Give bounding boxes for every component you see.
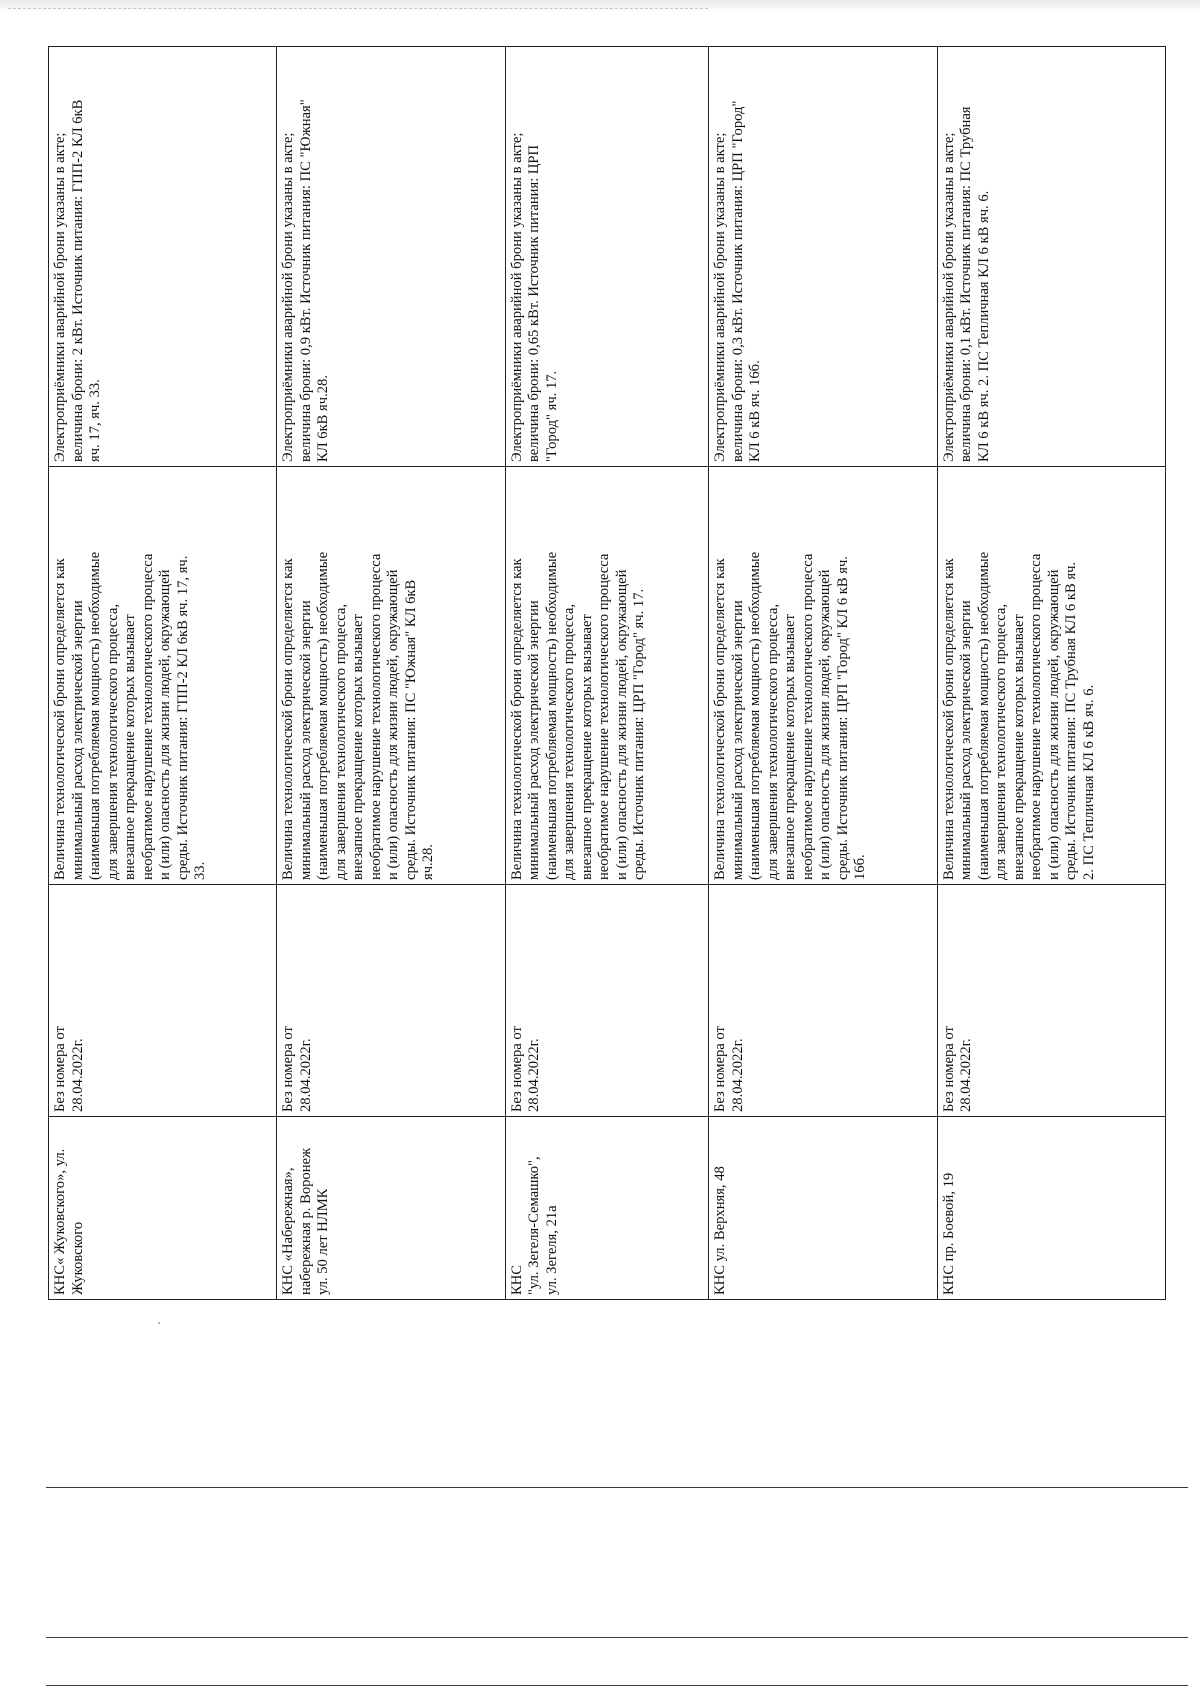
emergency-reserve-cell: Электроприёмники аварийной брони указаны в акте; величина брони: 2 кВт. Источник питания: ГПП-2 КЛ 6кВ яч. 17, яч. 33.: [49, 47, 277, 467]
act-reference-cell: Без номера от 28.04.2022г.: [505, 885, 709, 1117]
rotated-table-container: [48, 47, 1166, 1300]
act-reference-cell: Без номера от 28.04.2022г.: [709, 885, 937, 1117]
emergency-reserve-cell: Электроприёмники аварийной брони указаны в акте; величина брони: 0,9 кВт. Источник питания: ПС "Южная" КЛ 6кВ яч.28.: [277, 47, 505, 467]
table-row: [277, 47, 505, 1300]
station-name-cell: КНС пр. Боевой, 19: [937, 1117, 1165, 1300]
station-name-cell: КНС« Жуковского», ул. Жуковского: [49, 1117, 277, 1300]
table-row: [505, 47, 709, 1300]
scan-top-edge: [0, 0, 1200, 12]
act-reference-cell: Без номера от 28.04.2022г.: [277, 885, 505, 1117]
station-name-cell: КНС "ул. Зегеля-Семашко", ул. Зегеля, 21а: [505, 1117, 709, 1300]
technological-reserve-cell: Величина технологической брони определяется как минимальный расход электрической энергии (наименьшая потребляемая мощность) необходимые для завершения технологического процесса, внезапное прекращение которых вызывает необратимое нарушение технологического процесса и (или) опасность для жизни людей, окружающей среды. Источник питания: ЦРП "Город" яч. 17.: [505, 467, 709, 885]
scan-speck: [158, 1322, 160, 1324]
technological-reserve-cell: Величина технологической брони определяется как минимальный расход электрической энергии (наименьшая потребляемая мощность) необходимые для завершения технологического процесса, внезапное прекращение которых вызывает необратимое нарушение технологического процесса и (или) опасность для жизни людей, окружающей среды. Источник питания: ПС Трубная КЛ 6 кВ яч. 2. ПС Тепличная КЛ 6 кВ яч. 6.: [937, 467, 1165, 885]
station-name-cell: КНС «Набережная», набережная р. Воронеж ул. 50 лет НЛМК: [277, 1117, 505, 1300]
table-row: [709, 47, 937, 1300]
table-row: [937, 47, 1165, 1300]
emergency-reserve-cell: Электроприёмники аварийной брони указаны в акте; величина брони: 0,3 кВт. Источник питания: ЦРП "Город" КЛ 6 кВ яч. 16б.: [709, 47, 937, 467]
act-reference-cell: Без номера от 28.04.2022г.: [937, 885, 1165, 1117]
horizontal-rule: [46, 1637, 1188, 1638]
technological-reserve-cell: Величина технологической брони определяется как минимальный расход электрической энергии (наименьшая потребляемая мощность) необходимые для завершения технологического процесса, внезапное прекращение которых вызывает необратимое нарушение технологического процесса и (или) опасность для жизни людей, окружающей среды. Источник питания: ПС "Южная" КЛ 6кВ яч.28.: [277, 467, 505, 885]
horizontal-rule: [46, 1685, 1188, 1686]
emergency-reserve-cell: Электроприёмники аварийной брони указаны в акте; величина брони: 0,1 кВт. Источник питания: ПС Трубная КЛ 6 кВ яч. 2. ПС Тепличная КЛ 6 кВ яч. 6.: [937, 47, 1165, 467]
horizontal-rule: [46, 1487, 1188, 1488]
station-name-cell: КНС ул. Верхняя, 48: [709, 1117, 937, 1300]
power-reserve-table: [48, 46, 1166, 1300]
technological-reserve-cell: Величина технологической брони определяется как минимальный расход электрической энергии (наименьшая потребляемая мощность) необходимые для завершения технологического процесса, внезапное прекращение которых вызывает необратимое нарушение технологического процесса и (или) опасность для жизни людей, окружающей среды. Источник питания: ГПП-2 КЛ 6кВ яч. 17, яч. 33.: [49, 467, 277, 885]
act-reference-cell: Без номера от 28.04.2022г.: [49, 885, 277, 1117]
technological-reserve-cell: Величина технологической брони определяется как минимальный расход электрической энергии (наименьшая потребляемая мощность) необходимые для завершения технологического процесса, внезапное прекращение которых вызывает необратимое нарушение технологического процесса и (или) опасность для жизни людей, окружающей среды. Источник питания: ЦРП "Город" КЛ 6 кВ яч. 16б.: [709, 467, 937, 885]
emergency-reserve-cell: Электроприёмники аварийной брони указаны в акте; величина брони: 0,65 кВт. Источник питания: ЦРП "Город" яч. 17.: [505, 47, 709, 467]
table-row: [49, 47, 277, 1300]
